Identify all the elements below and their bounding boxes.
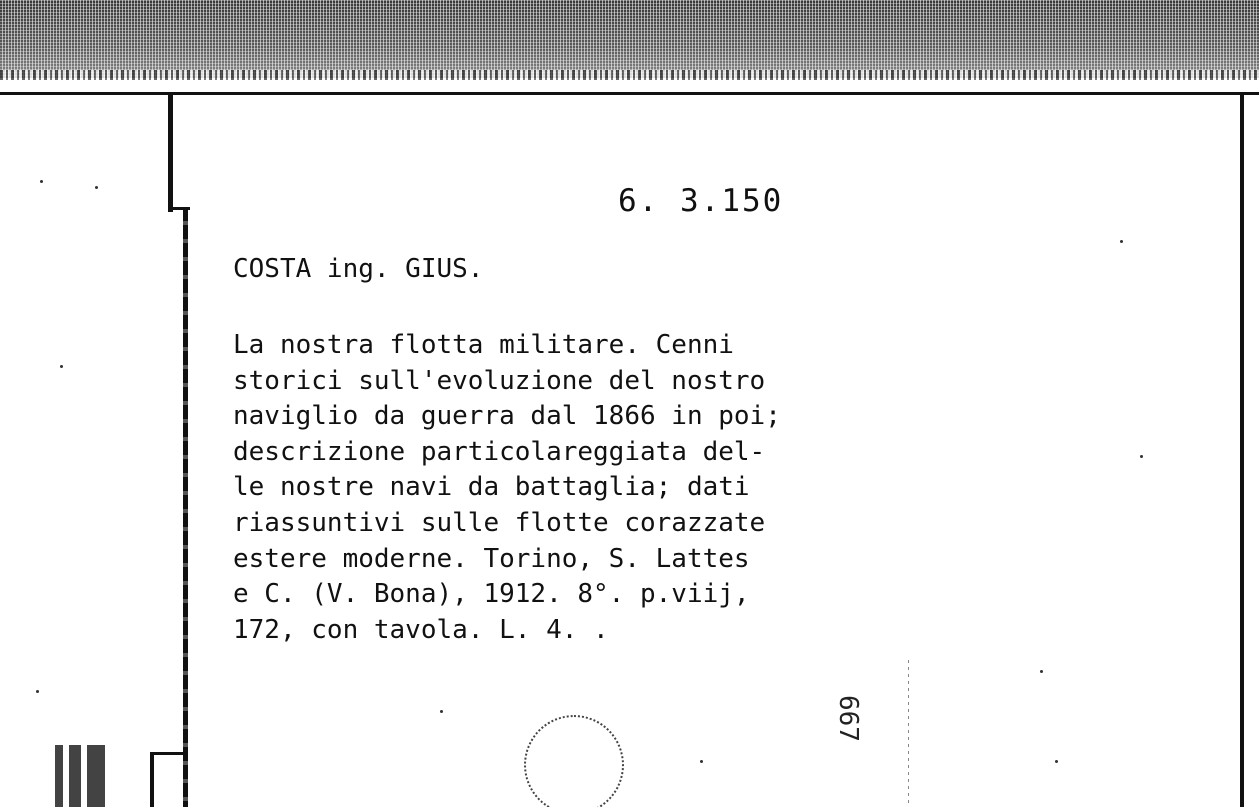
scan-speck — [700, 760, 703, 763]
card-lower-border — [150, 755, 154, 807]
description-line: estere moderne. Torino, S. Lattes — [233, 543, 750, 574]
punch-hole — [524, 715, 624, 807]
description-line: 172, con tavola. L. 4. . — [233, 614, 609, 645]
card-top-border — [0, 92, 1259, 95]
description-line: La nostra flotta militare. Cenni — [233, 330, 734, 360]
description-line: riassuntivi sulle flotte corazzate — [233, 507, 766, 538]
bibliographic-description — [233, 328, 893, 648]
left-margin-mark — [55, 745, 105, 807]
faint-vertical-line — [908, 660, 909, 807]
description-line: le nostre navi da battaglia; dati — [233, 472, 750, 503]
scan-speck — [40, 180, 43, 183]
card-left-border — [183, 207, 188, 807]
card-right-border — [1240, 92, 1244, 807]
description-line: descrizione particolareggiata del- — [233, 436, 766, 467]
call-number: 6. 3.150 — [618, 183, 784, 219]
scan-noise-band — [0, 0, 1259, 78]
scan-speck — [60, 365, 63, 368]
scan-speck — [440, 710, 443, 713]
scan-speck — [1120, 240, 1123, 243]
description-line: naviglio da guerra dal 1866 in poi; — [233, 401, 781, 432]
scan-speck — [36, 690, 39, 693]
stamped-number: 667 — [833, 695, 863, 742]
scan-noise-edge — [0, 70, 1259, 80]
scan-speck — [1040, 670, 1043, 673]
card-left-border-upper — [168, 92, 173, 212]
scan-speck — [1055, 760, 1058, 763]
description-line: e C. (V. Bona), 1912. 8°. p.viij, — [233, 579, 750, 610]
scan-speck — [95, 186, 98, 189]
scan-speck — [1140, 455, 1143, 458]
card-bottom-notch — [150, 752, 188, 755]
description-line: storici sull'evoluzione del nostro — [233, 365, 766, 396]
author-name: COSTA ing. GIUS. — [233, 254, 484, 284]
